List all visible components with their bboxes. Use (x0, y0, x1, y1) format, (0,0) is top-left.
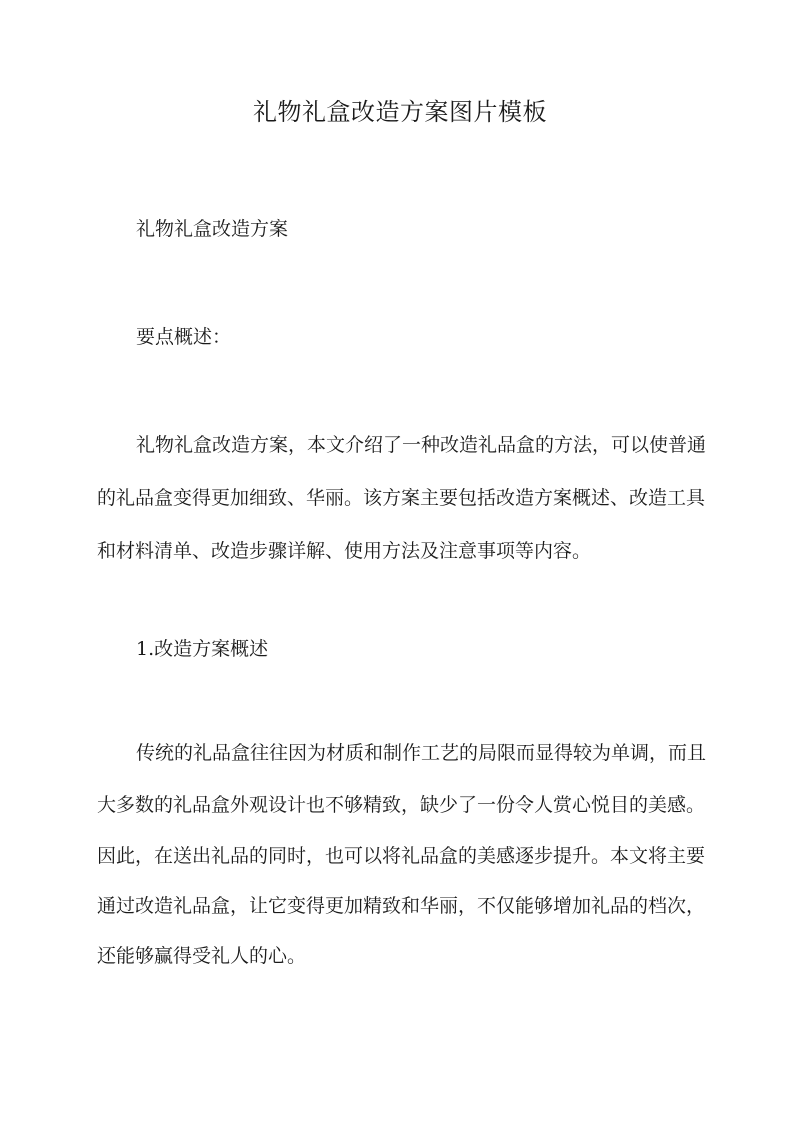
section-heading: 1.改造方案概述 (136, 638, 269, 660)
paragraph-line: 大多数的礼品盒外观设计也不够精致，缺少了一份令人赏心悦目的美感。 (97, 794, 706, 816)
page-title: 礼物礼盒改造方案图片模板 (253, 98, 547, 126)
paragraph-line: 的礼品盒变得更加细致、华丽。该方案主要包括改造方案概述、改造工具 (97, 487, 706, 509)
paragraph-line: 还能够赢得受礼人的心。 (97, 945, 307, 967)
paragraph-line: 和材料清单、改造步骤详解、使用方法及注意事项等内容。 (97, 540, 592, 562)
paragraph-line: 因此，在送出礼品的同时，也可以将礼品盒的美感逐步提升。本文将主要 (97, 845, 706, 867)
paragraph-line: 礼物礼盒改造方案，本文介绍了一种改造礼品盒的方法，可以使普通 (136, 434, 707, 456)
document-subtitle: 礼物礼盒改造方案 (136, 218, 289, 240)
summary-heading: 要点概述： (136, 326, 232, 348)
paragraph-line: 传统的礼品盒往往因为材质和制作工艺的局限而显得较为单调，而且 (136, 742, 707, 764)
paragraph-line: 通过改造礼品盒，让它变得更加精致和华丽，不仅能够增加礼品的档次， (97, 895, 706, 917)
